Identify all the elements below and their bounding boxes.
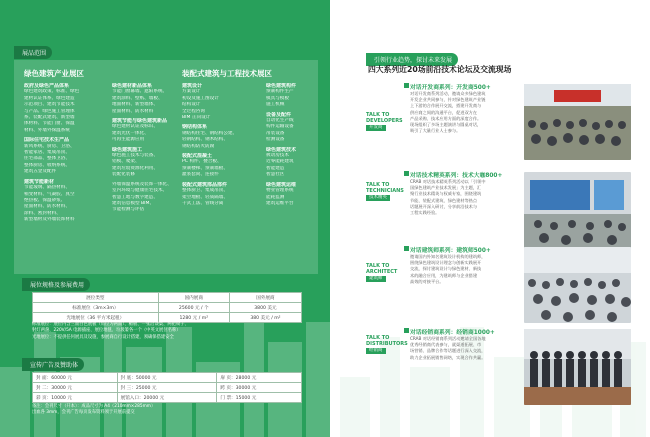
col-heading: 装配式混凝土: [182, 153, 213, 160]
note-line: 射灯两盏、220V/5A 电源插座、展位地毯、垃圾篓各一个（中英文展位名称）: [32, 328, 181, 334]
col-line: 架空地板、轻质隔墙、: [182, 194, 228, 200]
ad-table: [32, 372, 302, 403]
table-row: [33, 313, 302, 323]
col-line: 材料、外墙外保温系统: [24, 127, 70, 133]
exhibit-scope-tab: 展品范围: [14, 46, 52, 59]
event-line: 邀请国内外知名建筑设计机构的建筑师，: [410, 254, 486, 259]
event-heading: 对话开发商系列：开发商500+: [410, 85, 491, 91]
event-line: 术的融合应用，为建筑师与企业搭建: [410, 272, 478, 278]
table-cell: 1280 元 / m²: [158, 313, 229, 323]
table-cell: 国外展商: [229, 293, 301, 303]
col-line: 智能建造: [266, 165, 285, 171]
col-line: 被动房技术: [266, 153, 289, 159]
green-building-zone-title: 绿色建筑产业展区: [24, 69, 84, 78]
architect-photo: [524, 247, 631, 323]
table-cell: 扉 页：28000 元: [217, 373, 302, 383]
col-line: 装配化装修: [112, 172, 135, 178]
event-label: [366, 335, 408, 354]
event-line: CRAB 对话技术精英系列活动以「引领中: [410, 179, 486, 184]
developers-photo: [524, 84, 631, 160]
distributors-photo: [524, 329, 631, 405]
col-line: 地面材料、新型墙体、: [112, 102, 158, 108]
event-developers: [366, 82, 632, 166]
event-distributors: [366, 327, 632, 411]
col-line: 模具与模板: [266, 95, 289, 101]
col-line: BIM 正向设计: [182, 115, 211, 121]
col-line: 建筑涂料、壁纸、墙板、: [112, 95, 163, 101]
col-line: 建筑运维平台: [266, 200, 294, 206]
col-line: 整体厨房、收纳系统、: [24, 162, 70, 168]
table-row: [33, 383, 302, 393]
col-line: 灌浆套筒、连接件: [182, 172, 219, 178]
table-cell: 展馆入口：20000 元: [117, 393, 217, 403]
ad-note: [32, 404, 307, 417]
col-heading: 绿色建筑构件: [266, 83, 297, 89]
table-cell: 标准展位（3m×3m）: [33, 303, 159, 313]
col-line: 整体厨卫、集成吊顶、: [182, 188, 228, 194]
technicians-photo: [524, 172, 631, 248]
col-line: 初设及施工图设计: [182, 95, 219, 101]
col-line: 绝热板、保温砂浆、: [24, 197, 66, 203]
col-line: 预制楼梯、预制墙板、: [182, 165, 228, 171]
col-line: 近零能耗建筑: [266, 159, 294, 165]
table-cell: 封 面：60000 元: [33, 373, 118, 383]
event-line: 国绿色建筑产业技术发展」为主题，汇: [410, 185, 482, 191]
event-line: 开发企业共同参与，针对绿色建筑产业链: [410, 97, 486, 103]
zone1-column-2: [112, 83, 180, 214]
col-line: 绿色建筑政策、标准、绿色: [24, 89, 80, 95]
prefab-zone-title: 装配式建筑与工程技术展区: [182, 69, 272, 78]
table-cell: 封 底：50000 元: [117, 373, 217, 383]
event-tag: 建筑师: [366, 276, 386, 282]
col-line: 示范项目、建筑节能技术: [24, 102, 75, 108]
event-text: [410, 179, 520, 216]
col-line: 新风系统、厨房、卫浴、: [24, 143, 75, 149]
col-line: 建筑垃圾资源化利用、: [112, 165, 158, 171]
col-line: 构件运输设备: [266, 124, 294, 130]
col-line: 新型墙材及外墙装饰材料: [24, 217, 75, 223]
event-line: 高效的对接平台。: [410, 278, 444, 284]
table-cell: 展位类型: [33, 293, 159, 303]
col-line: 建筑光伏一体化、: [112, 130, 149, 136]
col-line: 干式工法、管线分离: [182, 200, 224, 206]
event-line: CRAB 对话经销商系列活动邀请全国各地: [410, 336, 486, 341]
col-line: 节能门窗幕墙、遮阳系统、: [112, 89, 168, 95]
event-label-line: TALK TO: [366, 335, 390, 341]
event-label: [366, 112, 403, 131]
col-line: PC 构件、叠合板、: [182, 159, 222, 165]
table-row: [33, 303, 302, 313]
table-row: [33, 373, 302, 383]
zone2-column-2: [266, 83, 316, 207]
col-heading: 钢结构体系: [182, 124, 208, 131]
forum-title: 四大系列近20场前沿技术论坛及交流现场: [368, 65, 512, 74]
col-line: 铝模、爬架、: [112, 159, 140, 165]
event-line: 话题展开深入研讨，分享前沿技术与: [410, 203, 478, 209]
event-line: 吸引了大量行业人士参与。: [410, 128, 461, 134]
price-table: [32, 292, 302, 323]
table-cell: 封 三：25000 元: [117, 383, 217, 393]
col-line: 结构设计: [182, 102, 201, 108]
col-line: 可再生能源应用: [112, 137, 145, 143]
col-line: 涂料、密封材料、: [24, 210, 61, 216]
table-row: [33, 393, 302, 403]
table-cell: 国内展商: [158, 293, 229, 303]
bullet-square: [404, 171, 409, 176]
col-line: 建筑五金及配件: [24, 169, 57, 175]
col-line: 施工机械: [266, 102, 285, 108]
zone2-column-1: [182, 83, 262, 207]
event-label: [366, 263, 397, 282]
col-line: 绿色施工技术与装备、: [112, 153, 158, 159]
col-line: 系、装配式建筑、新型墙: [24, 115, 75, 121]
event-text: [410, 91, 520, 134]
col-heading: 装配式建筑部品部件: [182, 181, 228, 188]
event-label-line: DEVELOPERS: [366, 118, 403, 124]
table-cell: 25600 元 / 个: [158, 303, 229, 313]
event-heading: 对话技术精英系列：技术大咖800+: [410, 173, 503, 179]
event-line: 节能、装配式建筑、绿色建材等热点: [410, 197, 478, 203]
event-label-line: TALK TO: [366, 182, 390, 188]
table-cell: 跨 页：30000 元: [217, 383, 302, 393]
event-line: 交流，探讨建筑设计与绿色建材、新技: [410, 266, 482, 272]
event-tag: 经销商: [366, 348, 386, 354]
col-line: 外墙保温系统及装饰一体化、: [112, 181, 172, 187]
event-label-line: TALK TO: [366, 263, 390, 269]
table-cell: 3800 美元: [229, 303, 301, 313]
note-line: 标准展位：展位内含三面白色展板（角位为两面）、楣板、一张洽谈桌、两把椅子、: [32, 322, 189, 327]
col-heading: 建筑节能新材: [24, 178, 55, 185]
col-line: 与产品、绿色施工管理体: [24, 108, 75, 114]
col-line: 屋面材料、防水材料: [112, 108, 154, 114]
event-line: 上下游的合作展开交流，搭建开发商与: [410, 103, 482, 109]
col-line: 相变材料、气凝胶、真空: [24, 191, 75, 197]
event-line: 优秀经销商代表参与，就渠道拓展、市: [410, 342, 482, 348]
zone1-column-1: [24, 83, 108, 224]
col-line: 建材认证体系、绿色建造: [24, 95, 75, 101]
col-line: 全过程咨询: [182, 108, 205, 114]
event-tag: 开发商: [366, 125, 386, 131]
col-line: 物业管理系统: [266, 188, 294, 194]
event-label-line: TECHNICIANS: [366, 188, 404, 194]
forum-section-tab: 引领行业趋势，探讨未来发展: [366, 53, 458, 66]
col-heading: 国际住宅技术生产品: [24, 137, 70, 144]
event-line: 助力企业拓展销售网络，实现合作共赢。: [410, 354, 486, 360]
col-line: 绿色建材认证及标识、: [112, 124, 158, 130]
event-line: 场营销、品牌合作等话题进行深入交流，: [410, 348, 486, 354]
table-cell: 彩 页：10000 元: [33, 393, 118, 403]
ad-tab: 宣传广告及赞助体: [22, 358, 84, 371]
col-line: 方案设计: [182, 89, 201, 95]
col-line: 智慧社区: [266, 172, 285, 178]
note-line: 光地展位：不提供任何展具及设施，参展商自行设计搭建，须确保搭建安全: [32, 334, 174, 340]
bullet-square: [404, 83, 409, 88]
event-line: 围绕绿色建筑设计理念与创新实践展开: [410, 260, 482, 266]
event-architect: [366, 245, 632, 329]
col-heading: 绿色建筑技术: [266, 146, 297, 153]
event-line: 现场组织了多场主题演讲与圆桌对话，: [410, 122, 482, 128]
col-line: 轻钢结构、钢木结构、: [182, 137, 228, 143]
col-line: 智能家居、集成吊顶、: [24, 150, 70, 156]
event-label-line: DISTRIBUTORS: [366, 341, 408, 347]
table-row: [33, 293, 302, 303]
note-line: 出血各 3mm，会刊广告每页发布资料须于开展前提交: [32, 410, 135, 416]
event-label-line: TALK TO: [366, 112, 390, 118]
col-heading: 建筑设计: [182, 83, 203, 89]
event-line: 对话开发商系列活动，邀请众多绿色建筑: [410, 91, 486, 96]
event-tag: 技术精英: [366, 195, 390, 201]
col-heading: 建筑节能与绿色建筑新品: [112, 118, 168, 125]
event-text: [410, 336, 520, 361]
col-line: 屋面材料、防水材料、: [24, 204, 70, 210]
event-line: 聚行业技术精英与权威专家，围绕建筑: [410, 191, 482, 197]
col-line: 建筑信息模型 BIM、: [112, 200, 155, 206]
event-label: [366, 182, 404, 201]
col-line: 能耗监测: [266, 194, 285, 200]
col-line: 智慧工地与数字建造、: [112, 194, 158, 200]
col-line: 检测设备: [266, 137, 285, 143]
col-line: 预制构件生产: [266, 89, 294, 95]
event-line: 工程实践经验。: [410, 210, 440, 216]
bullet-square: [404, 328, 409, 333]
col-heading: 绿色建筑施工: [112, 146, 143, 153]
col-heading: 设备及配件: [266, 111, 292, 118]
table-cell: 380 美元 / m²: [229, 313, 301, 323]
table-cell: 门 票：15000 元: [217, 393, 302, 403]
note-line: 备注：会刊尺寸（开本）：成品尺寸为 A4（210mm×285mm）: [32, 404, 156, 409]
col-heading: 绿色建筑运维: [266, 181, 297, 188]
col-heading: 政府及绿色产品体系: [24, 83, 70, 89]
col-line: 吊装设备: [266, 130, 285, 136]
price-notes: [32, 322, 307, 341]
event-heading: 对话经销商系列：经销商1000+: [410, 330, 495, 336]
table-cell: 光地展位（36 平方米起租）: [33, 313, 159, 323]
event-line: 产品采购、技术应用方面的深度合作。: [410, 115, 482, 121]
col-line: 室内环境与健康住宅技术、: [112, 188, 168, 194]
col-line: 节能检测与评估: [112, 207, 145, 213]
event-line: 供应商之间的沟通平台，促进双方在: [410, 109, 478, 115]
col-line: 体材料、节能门窗、保温: [24, 121, 75, 127]
col-heading: 绿色建材新品体系: [112, 83, 153, 89]
price-tab: 展位规格及参展费用: [22, 278, 90, 291]
col-line: 自动化生产线: [266, 118, 294, 124]
table-cell: 封 二：30000 元: [33, 383, 118, 393]
event-label-line: ARCHITECT: [366, 269, 398, 275]
event-text: [410, 254, 520, 285]
col-line: 住宅部品、整体卫浴、: [24, 156, 70, 162]
event-technicians: [366, 170, 632, 254]
bullet-square: [404, 246, 409, 251]
col-line: 节能玻璃、隔热材料、: [24, 185, 70, 191]
event-heading: 对话建筑师系列：建筑师500+: [410, 248, 491, 254]
col-line: 钢结构防火防腐: [182, 143, 215, 149]
col-line: 钢结构住宅、钢结构公建、: [182, 130, 238, 136]
